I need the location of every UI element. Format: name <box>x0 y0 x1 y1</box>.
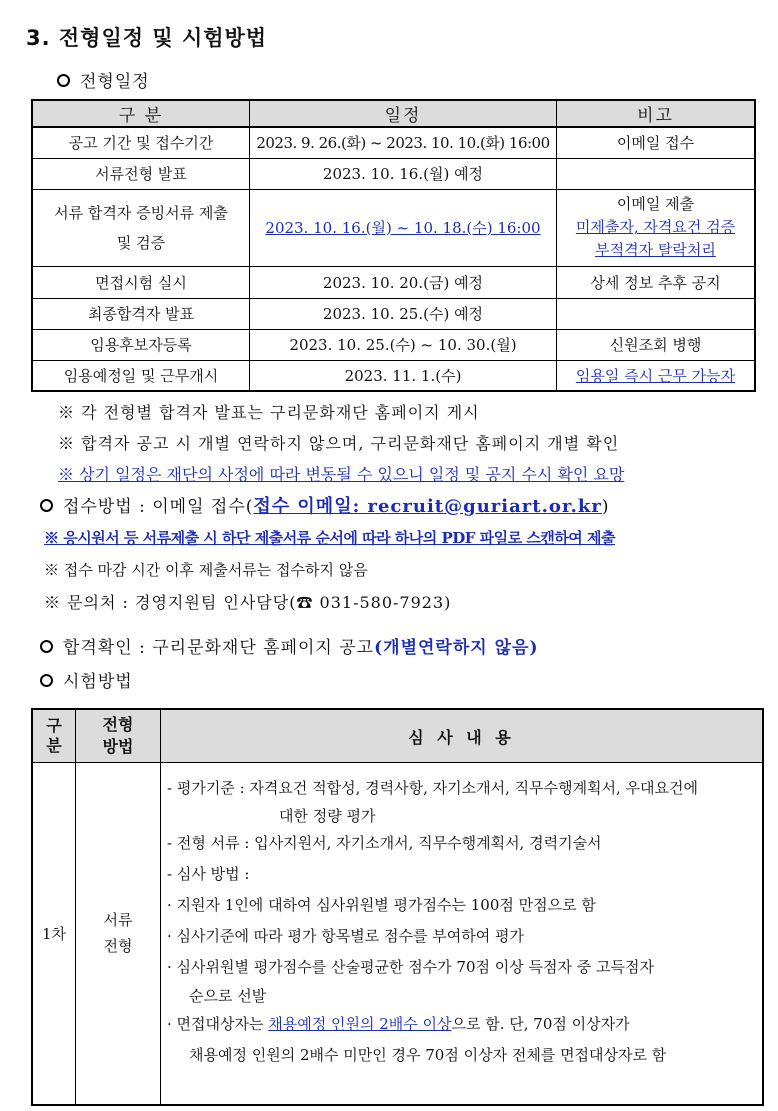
schedule-table <box>31 99 756 392</box>
method-cell: 서류 전형 <box>76 763 161 1105</box>
note-announcement: ※ 각 전형별 합격자 발표는 구리문화재단 홈페이지 게시 <box>58 403 480 422</box>
stage-cell: 1차 <box>32 763 76 1105</box>
table-row: 서류 합격자 증빙서류 제출 및 검증 2023. 10. 16.(월) ~ 10. 18.(수) 16:00 이메일 제출 미제출자, 자격요건 검증 부적격자 탈락처리 <box>32 189 755 266</box>
circle-bullet-icon <box>40 674 53 687</box>
schedule-section-title: 전형일정 <box>57 67 150 92</box>
note-pdf-submission: ※ 응시원서 등 서류제출 시 하단 제출서류 순서에 따라 하나의 PDF 파일로 스캔하여 제출 <box>44 529 615 547</box>
header-gubun: 구 분 <box>32 100 250 127</box>
note-schedule-change-text: ※ 상기 일정은 재단의 사정에 따라 변동될 수 있으니 일정 및 공지 수시 확인 요망 <box>58 465 625 484</box>
submit-method: 접수방법 : 이메일 접수(접수 이메일: recruit@guriart.or.kr) <box>40 492 610 518</box>
section-heading: 3. 전형일정 및 시험방법 <box>26 26 268 50</box>
table-row: 공고 기간 및 접수기간 2023. 9. 26.(화) ~ 2023. 10. 10.(화) 16:00 이메일 접수 <box>32 127 755 158</box>
header-note: 비고 <box>557 100 756 127</box>
note-schedule-change <box>58 462 624 485</box>
table-row <box>32 763 763 1105</box>
note-no-contact: ※ 합격자 공고 시 개별 연락하지 않으며, 구리문화재단 홈페이지 개별 확인 <box>58 434 620 453</box>
table-row: 면접시험 실시 2023. 10. 20.(금) 예정 상세 정보 추후 공지 <box>32 266 755 298</box>
table-row: 임용예정일 및 근무개시 2023. 11. 1.(수) 임용일 즉시 근무 가능자 <box>32 360 755 391</box>
circle-bullet-icon <box>40 640 53 653</box>
note-contact: ※ 문의처 : 경영지원팀 인사담당(☎ 031-580-7923) <box>44 593 452 612</box>
method-table <box>31 708 764 1106</box>
note-deadline: ※ 접수 마감 시간 이후 제출서류는 접수하지 않음 <box>44 561 368 579</box>
circle-bullet-icon <box>40 499 53 512</box>
method-section-title: 시험방법 <box>40 667 133 692</box>
table-row: 임용후보자등록 2023. 10. 25.(수) ~ 10. 30.(월) 신원조회 병행 <box>32 329 755 360</box>
header-date: 일정 <box>250 100 557 127</box>
header-gubun: 구분 <box>32 709 76 763</box>
table-row: 서류전형 발표 2023. 10. 16.(월) 예정 <box>32 158 755 189</box>
submit-email[interactable]: 접수 이메일: recruit@guriart.or.kr <box>253 496 602 517</box>
table-header-row <box>32 709 763 763</box>
table-header-row <box>32 100 755 127</box>
confirm-method: 합격확인 : 구리문화재단 홈페이지 공고(개별연락하지 않음) <box>40 633 539 658</box>
circle-bullet-icon <box>57 74 70 87</box>
header-method: 전형 방법 <box>76 709 161 763</box>
content-cell: - 평가기준 : 자격요건 적합성, 경력사항, 자기소개서, 직무수행계획서, 우대요건에 대한 정량 평가 - 전형 서류 : 입사지원서, 자기소개서, 직무수행계획서, 경력기술서 - 심사 방법 : · 지원자 1인에 대하여 심사위원별 평가점수는 100점 만점으로 함 · 심사기준에 따라 평가 항목별로 점수를 부여하여 평가 · 심사위원별 평가점수를 산술평균한 점수가 70점 이상 득점자 중 고득점자 순으로 선발 · 면접대상자는 채용예정 인원의 2배수 이상으로 함. 단, 70점 이상자가 채용예정 인원의 2배수 미만인 경우 70점 이상자 전체를 면접대상자로 함 <box>161 763 764 1105</box>
table-row: 최종합격자 발표 2023. 10. 25.(수) 예정 <box>32 298 755 329</box>
header-content: 심 사 내 용 <box>161 709 764 763</box>
